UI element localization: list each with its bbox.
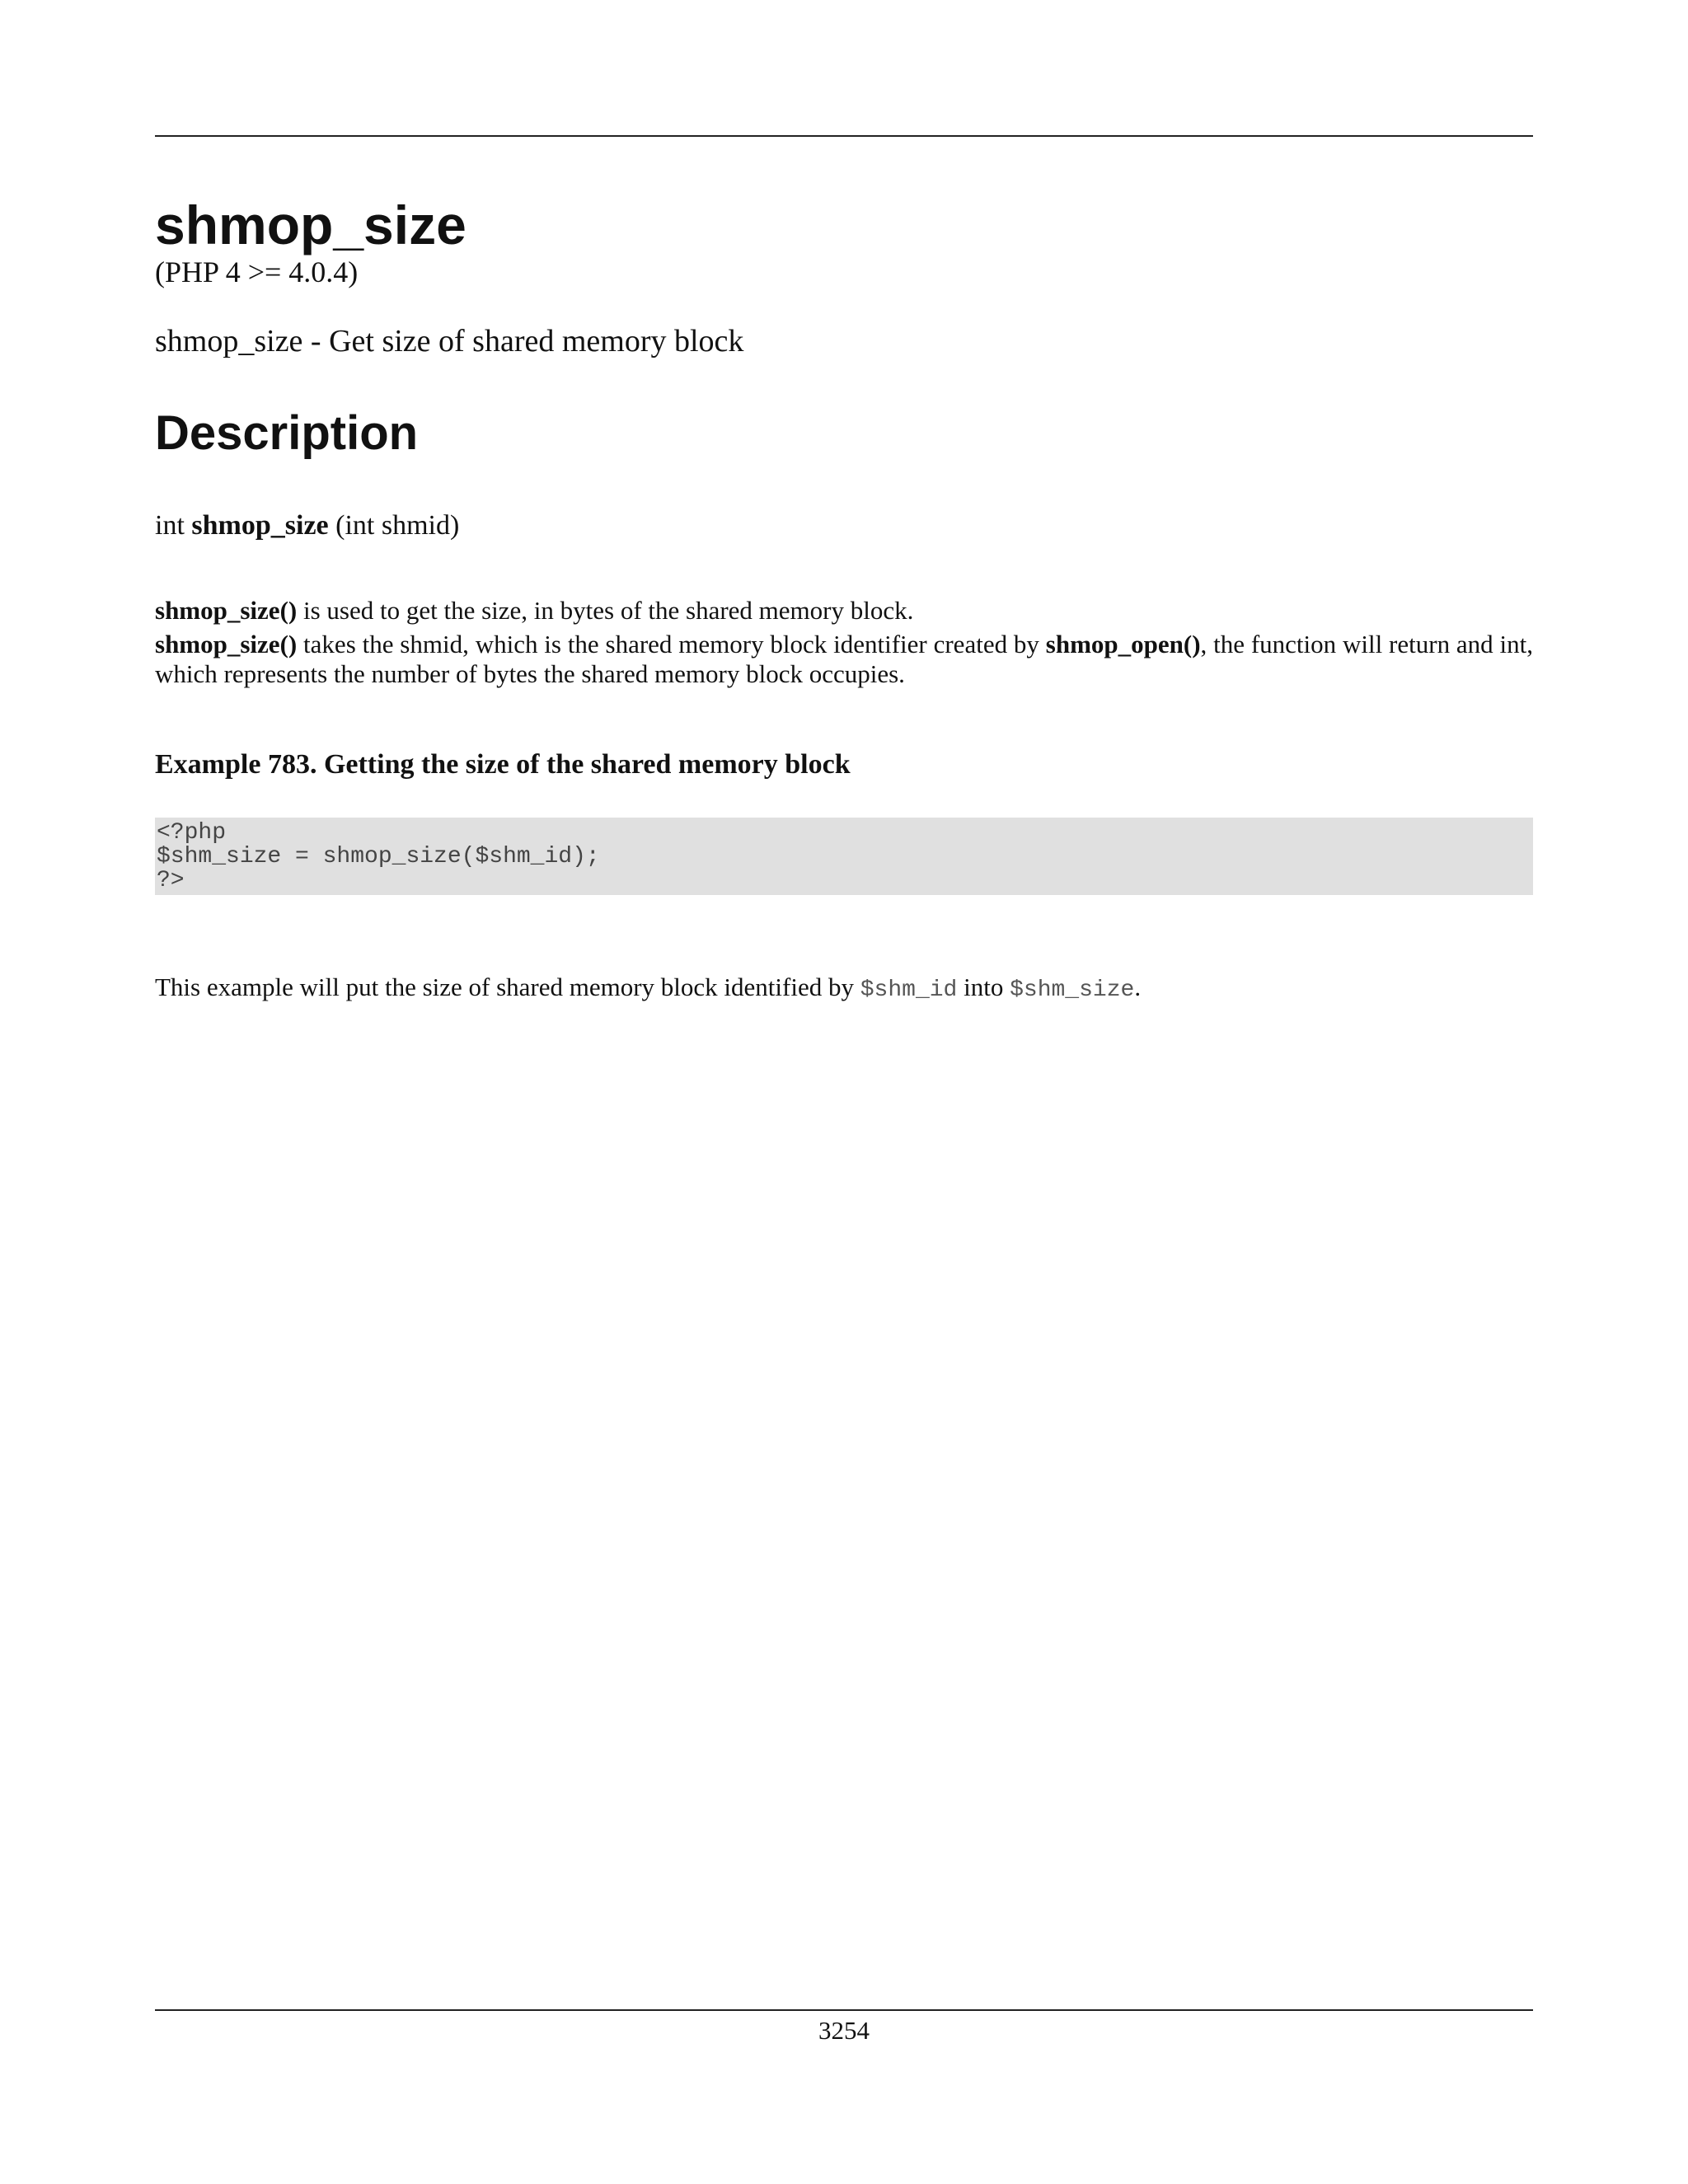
code-line: <?php bbox=[157, 820, 227, 846]
page-title: shmop_size bbox=[155, 194, 467, 255]
paragraph-text: is used to get the size, in bytes of the shared memory block. bbox=[297, 596, 914, 625]
variable-shm-id: $shm_id bbox=[860, 977, 958, 1003]
function-reference: shmop_size() bbox=[155, 596, 298, 625]
explanation-text: into bbox=[957, 972, 1010, 1001]
description-heading: Description bbox=[155, 406, 419, 460]
code-line: $shm_size = shmop_size($shm_id); bbox=[157, 844, 600, 869]
page-number: 3254 bbox=[818, 2016, 870, 2045]
example-explanation bbox=[155, 971, 1141, 1007]
function-link-shmop-open[interactable]: shmop_open() bbox=[1045, 630, 1201, 658]
example-title: Example 783. Getting the size of the shared memory block bbox=[155, 749, 851, 780]
description-paragraph-2 bbox=[155, 630, 1533, 689]
synopsis-function-name: shmop_size bbox=[191, 510, 329, 541]
code-block bbox=[155, 818, 1533, 895]
variable-shm-size: $shm_size bbox=[1010, 977, 1135, 1003]
code-line: ?> bbox=[157, 868, 185, 893]
function-purpose: shmop_size - Get size of shared memory block bbox=[155, 324, 744, 359]
synopsis-params: (int shmid) bbox=[335, 510, 460, 541]
explanation-text: . bbox=[1134, 972, 1142, 1001]
synopsis-return-type: int bbox=[155, 510, 185, 541]
paragraph-text: takes the shmid, which is the shared memory block identifier created by bbox=[297, 630, 1046, 658]
version-info: (PHP 4 >= 4.0.4) bbox=[155, 255, 359, 288]
document-page bbox=[155, 0, 1533, 2184]
explanation-text: This example will put the size of shared memory block identified by bbox=[155, 972, 860, 1001]
footer-rule bbox=[155, 2009, 1533, 2011]
function-reference: shmop_size() bbox=[155, 630, 298, 658]
header-rule bbox=[155, 135, 1533, 137]
description-paragraph-1 bbox=[155, 596, 1533, 626]
paragraph-text: , the function will return and int, which represents the number of bytes the shared memory block occupies. bbox=[155, 630, 1533, 688]
function-synopsis bbox=[155, 508, 459, 544]
